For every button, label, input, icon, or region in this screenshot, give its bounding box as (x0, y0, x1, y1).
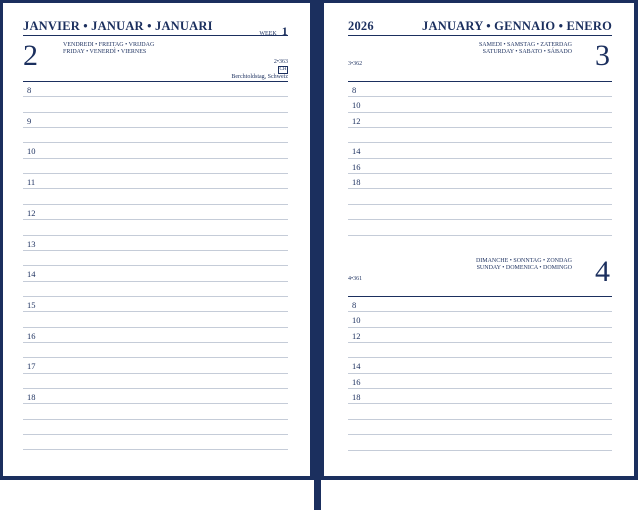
sat-top-rule (348, 81, 612, 82)
time-line (348, 403, 612, 404)
weekday-names-sun-line2: SUNDAY • DOMENICA • DOMINGO (476, 265, 572, 271)
hour-label: 9 (27, 115, 32, 126)
hour-label: 11 (27, 177, 36, 188)
time-line (348, 450, 612, 451)
time-line (348, 204, 612, 205)
hour-label: 14 (27, 269, 36, 280)
time-line (348, 342, 612, 343)
time-line (348, 188, 612, 189)
hour-label: 14 (352, 146, 361, 157)
month-header-multilingual: JANVIER • JANUAR • JANUARI (23, 19, 213, 33)
time-line (348, 419, 612, 420)
left-page (3, 3, 310, 476)
hour-label: 17 (27, 361, 36, 372)
time-line (348, 311, 612, 312)
week-label: WEEK (259, 31, 277, 37)
hour-label: 15 (27, 299, 36, 310)
time-line (348, 142, 612, 143)
hour-label: 18 (352, 177, 361, 188)
header-rule-right (348, 35, 612, 36)
year-header: 2026 (348, 19, 374, 33)
day-top-rule (23, 81, 288, 82)
right-page (324, 3, 634, 476)
weekday-names-sun (476, 258, 572, 272)
day-info (231, 59, 288, 81)
hour-label: 16 (352, 376, 361, 387)
half-hour-line (23, 311, 288, 312)
hour-line (23, 235, 288, 236)
day-number: 2 (23, 39, 38, 72)
month-header-multilingual-right: JANUARY • GENNAIO • ENERO (422, 19, 612, 33)
header-rule (23, 35, 288, 36)
time-line (348, 173, 612, 174)
half-hour-line (23, 403, 288, 404)
time-line (348, 373, 612, 374)
hour-line (23, 327, 288, 328)
day-of-year: 2•363 (273, 59, 288, 65)
hour-label: 12 (27, 207, 36, 218)
time-line (348, 327, 612, 328)
hour-label: 16 (352, 161, 361, 172)
time-line (348, 112, 612, 113)
half-hour-line (23, 158, 288, 159)
hour-label: 8 (352, 85, 357, 95)
time-line (348, 357, 612, 358)
hour-line (23, 419, 288, 420)
hour-line (23, 173, 288, 174)
weekday-names-line2: FRIDAY • VENERDÌ • VIERNES (63, 49, 147, 55)
week-indicator (259, 20, 288, 39)
half-hour-line (23, 250, 288, 251)
day-number-sat: 3 (595, 39, 610, 72)
hour-label: 10 (352, 315, 361, 326)
hour-line (23, 388, 288, 389)
weekday-names-sat (479, 42, 572, 56)
hour-label: 14 (352, 361, 361, 372)
time-line (348, 388, 612, 389)
day-of-year-sat: 3•362 (348, 61, 363, 67)
hour-label: 8 (352, 300, 357, 310)
weekday-names-sat-line2: SATURDAY • SABATO • SÁBADO (482, 49, 572, 55)
hour-label: 10 (27, 146, 36, 157)
time-line (348, 96, 612, 97)
half-hour-line (23, 188, 288, 189)
swiss-flag-icon: CH (279, 67, 287, 72)
half-hour-line (23, 281, 288, 282)
week-number: 1 (281, 24, 288, 38)
hour-label: 8 (27, 85, 32, 95)
hour-label: 16 (27, 330, 36, 341)
hour-label: 18 (27, 392, 36, 402)
sun-top-rule (348, 296, 612, 297)
time-line (348, 434, 612, 435)
half-hour-line (23, 219, 288, 220)
hour-label: 12 (352, 330, 361, 341)
notes-line (23, 449, 288, 450)
hour-line (23, 112, 288, 113)
hour-line (23, 265, 288, 266)
half-hour-line (23, 127, 288, 128)
hour-line (23, 142, 288, 143)
time-line (348, 158, 612, 159)
time-line (348, 127, 612, 128)
holiday-name: Berchtoldstag, Schweiz (231, 74, 288, 81)
hour-label: 10 (352, 100, 361, 111)
day-of-year-sun: 4•361 (348, 276, 363, 282)
half-hour-line (23, 96, 288, 97)
hour-label: 13 (27, 238, 36, 249)
hour-line (23, 296, 288, 297)
half-hour-line (23, 373, 288, 374)
weekday-names-line1: VENDREDI • FREITAG • VRIJDAG (63, 42, 155, 48)
time-line (348, 235, 612, 236)
hour-line (23, 357, 288, 358)
time-line (348, 219, 612, 220)
weekday-names (63, 42, 154, 56)
weekday-names-sun-line1: DIMANCHE • SONNTAG • ZONDAG (475, 258, 572, 264)
half-hour-line (23, 342, 288, 343)
hour-line (23, 204, 288, 205)
notes-line (23, 434, 288, 435)
hour-label: 18 (352, 392, 361, 403)
day-number-sun: 4 (595, 255, 610, 288)
weekday-names-sat-line1: SAMEDI • SAMSTAG • ZATERDAG (478, 42, 572, 48)
bookmark-ribbon (314, 0, 321, 510)
hour-label: 12 (352, 115, 361, 126)
